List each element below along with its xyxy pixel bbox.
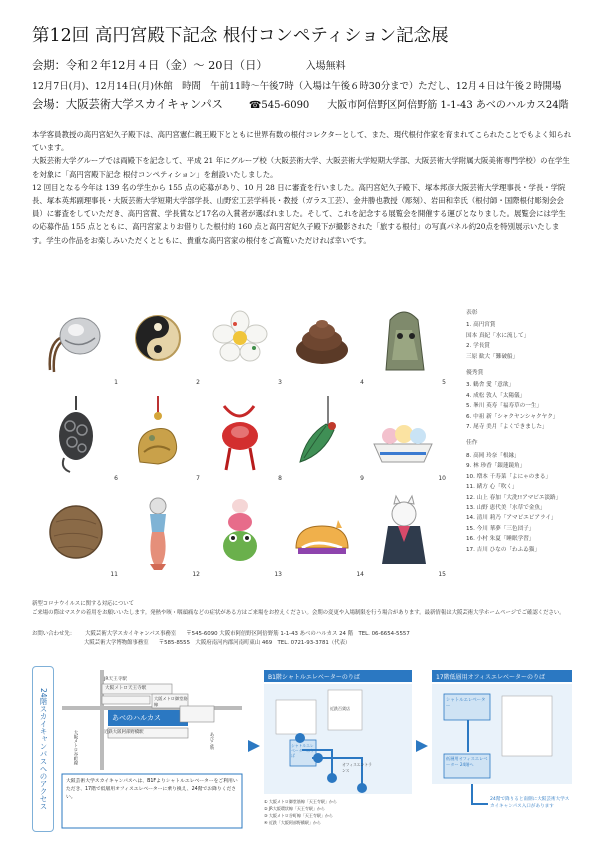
venue-address: 大阪市阿倍野区阿倍野筋 1-1-43 あべのハルカス24階 [327,100,569,111]
intro-paragraph: 12 回目となる今年は 139 名の学生から 155 点の応募があり、10 月 28 日に審査を行いました。高円宮妃久子殿下、塚本邦彦大阪芸術大学理事長・学長・学院長、塚本英邦副理事長・大阪芸術大学短期大学部学長、山野宏工芸学科長・教授（ガラス工芸）、金井勝也教授（彫刻）、岩田和幸氏（根付師・国際根付彫刻会会員）に審査をしていただき、高円宮賞、学長賞など17名の入賞者が選ばれました。そして、これを記念する展覧会を開催する運びとなりました。展覧会には学生の応募作品 155 点とともに、高円宮家よりお借りした根付約 160 点と高円宮妃久子殿下が撮影された「旅する根付」の写真パネル約20点を特別展示いたします。学生の作品をお楽しみいただくとともに、貴重な高円宮家の根付をご高覧いただければ幸いです。 [32,182,566,245]
office-entrance-label: オフィスエントランス [342,762,372,773]
frog-stack-netsuke-icon [204,492,274,570]
free-admission: 入場無料 [305,61,346,72]
award-item: 11. 緒方 心「吹く」 [466,484,518,491]
covid-notice [32,600,572,617]
award-item: 10. 増本 千寿菜「よにゃのまる」 [466,473,552,480]
coiled-snake-netsuke-icon [286,300,356,378]
photo-number: 13 [274,571,282,578]
award-item: 14. 清川 莉乃「アマビエビアライ」 [466,515,557,522]
photo-number: 15 [438,571,446,578]
award-item: 8. 高岡 玲奈「根縁」 [466,452,520,459]
award-item: 7. 尾寺 美月「よくできました」 [466,424,548,431]
intro-paragraph: 本学客員教授の高円宮妃久子殿下は、高円宮憲仁親王殿下とともに世界有数の根付コレクターとして、また、現代根付作家を育まれてこられたことでもよく知られています。 [32,130,572,153]
contact-org: 大阪芸術大学博物館事務室 [84,640,149,647]
photo-number: 14 [356,571,364,578]
shuttle-elevator-label: シャトルエレベーターのりば [291,743,314,758]
netsuke-photo-10 [368,396,446,482]
contact-label: お問い合わせ先： [32,631,76,637]
photo-number: 2 [196,379,200,386]
cat-boat-netsuke-icon [368,396,438,474]
page-title: 第12回 高円宮殿下記念 根付コンペティション記念展 [32,26,449,46]
b1-map-title: B1階シャトルエレベーターのりば [268,674,360,681]
intro-paragraph: 大阪芸術大学グループでは両殿下を記念して、平成 21 年にグループ校（大阪芸術大学、大阪芸術大学短期大学部、大阪芸術大学附属大阪美術専門学校）の在学生を対象に「高円宮殿下記念 根付コンペティション」を創設いたしました。 [32,156,570,179]
yin-yang-netsuke-icon [122,300,192,378]
venue-name: 会場：大阪芸術大学スカイキャンパス [32,98,223,111]
route-item: ③ 大阪メトロ谷町線「天王寺駅」から [264,813,333,818]
sleeping-cat-netsuke-icon [286,492,356,570]
photo-number: 7 [196,475,200,482]
street-label: あびこ筋 [209,732,214,750]
photo-number: 9 [360,475,364,482]
contact-row [32,639,572,648]
photo-number: 11 [110,571,118,578]
station-label: 大阪メトロ天王寺駅 [105,686,147,691]
red-knot-netsuke-icon [204,396,274,474]
awards-heading: 表彰 [466,310,478,316]
contact-details: 〒585-8555 大阪府南河内郡河南町東山 469 TEL. 0721-93-3781（代表） [158,640,351,647]
photo-number: 6 [114,475,118,482]
photo-number: 3 [278,379,282,386]
contact-row [32,630,572,639]
photo-number: 5 [442,379,446,386]
award-item: 6. 中祖 新「シャクヤンシャクヤク」 [466,413,559,420]
award-item: 国本 真紀「水に流して」 [466,332,530,339]
silver-sphere-netsuke-icon [40,300,110,378]
netsuke-photo-8 [204,396,282,482]
excellent-heading: 優秀賞 [466,370,484,377]
contact-org: 大阪芸術大学スカイキャンパス事務室 [85,631,177,637]
award-item: 9. 林 珍香「銀蓮鏡角」 [466,463,526,470]
honorable-heading: 佳作 [466,440,478,447]
17f-map-title: 17階低層用オフィスエレベーターのりば [436,674,545,681]
fish-head-netsuke-icon [368,300,438,378]
award-item: 5. 峯川 英寿「福寿草の一生」 [466,403,543,410]
award-item: 12. 山上 春加「大洗!!アマビエ淡路」 [466,494,562,501]
netsuke-photo-13 [204,492,282,578]
mermaid-netsuke-icon [122,492,192,570]
notice-heading: 新型コロナウイルスに関する対応について [32,601,134,607]
route-item: ④ 近鉄「大阪阿部野橋駅」から [264,820,321,825]
station-label: 大阪メトロ御堂筋線 [154,696,188,707]
award-item: 2. 学長賞 [466,343,490,350]
exhibition-period [32,57,346,73]
flower-netsuke-icon [204,300,274,378]
award-item: 1. 高円宮賞 [466,322,496,329]
photo-number: 1 [114,379,118,386]
netsuke-photo-12 [122,492,200,578]
contact-info [32,630,572,648]
netsuke-photo-7 [122,396,200,482]
intro-text [32,128,572,247]
gold-dragon-netsuke-icon [122,396,192,474]
route-item: ① 大阪メトロ御堂筋線「天王寺駅」から [264,799,337,804]
station-label: 近鉄大阪阿部野橋駅 [104,730,144,735]
contact-details: 〒545-6090 大阪市阿倍野区阿倍野筋 1-1-43 あべのハルカス 24 階 TEL. 06-6654-5557 [186,631,410,637]
shuttle-elevator-label: シャトルエレベーター [446,698,486,709]
access-section [32,666,576,832]
award-item: 13. 山野 恵代美「水草で金魚」 [466,504,546,511]
photo-number: 10 [438,475,446,482]
b1-floor-map [264,670,412,794]
period-text: 会期：令和２年12月４日（金）～ 20日（日） [32,59,268,72]
venue-line [32,96,569,112]
opening-hours: 12月7日(月)、12月14日(月)休館 時間 午前11時～午後7時（入場は午後６時30分まで）ただし、12月４日は午後２時開場 [32,81,562,92]
access-note: 大阪芸術大学スカイキャンパスへは、B1Fよりシャトルエレベーターをご利用いただき、17階で低層用オフィスエレベーターに乗り換え、24階でお降りください。 [66,779,238,800]
netsuke-photo-5 [368,300,446,386]
netsuke-photo-11 [40,492,118,578]
photo-number: 12 [192,571,200,578]
station-label: JR天王寺駅 [104,677,127,682]
kimono-cat-netsuke-icon [368,492,438,570]
photo-number: 4 [360,379,364,386]
street-label: 大阪メトロ谷町線 [73,730,78,766]
award-item: 16. 小村 朱夏「睡眠学習」 [466,536,535,543]
netsuke-photo-3 [204,300,282,386]
award-item: 4. 成松 敦人「太陽儀」 [466,392,526,399]
green-leaf-netsuke-icon [286,396,356,474]
netsuke-photo-14 [286,492,364,578]
harukas-building-label: あべのハルカス [112,714,161,722]
arrival-note: 24階で降りると南側に大阪芸術大学スカイキャンパス入口があります [490,797,570,809]
venue-postcode: ☎545-6090 [248,100,310,111]
awards-list [466,308,576,561]
top-awards [466,320,576,362]
award-item: 3. 鶴舎 愛「意欲」 [466,382,515,389]
award-item: 17. 吉川 ひなの「わふゐ猫」 [466,546,540,553]
award-item: 三原 歓大「難破船」 [466,353,519,360]
netsuke-photo-15 [368,492,446,578]
notice-body: ご来場の際はマスクの着用をお願いいたします。発熱や咳・咽頭痛などの症状がある方はご来場をお控えください。会期の変更や入場制限を行う場合があります。最新情報は大阪芸術大学ホームページでご確認ください。 [32,609,565,616]
photo-number: 8 [278,475,282,482]
dark-lattice-netsuke-icon [40,396,110,474]
award-item: 15. 今川 華夢「三色団子」 [466,525,535,532]
netsuke-photo-1 [40,300,118,386]
b1-route-legend [264,798,414,826]
access-vertical-label: 24階スカイキャンパスへのアクセス [32,666,54,832]
netsuke-photo-6 [40,396,118,482]
area-map [62,670,242,828]
wooden-ball-netsuke-icon [40,492,110,570]
excellent-awards [466,380,576,432]
netsuke-photo-2 [122,300,200,386]
netsuke-photo-4 [286,300,364,386]
honorable-awards [466,451,576,555]
netsuke-photo-9 [286,396,364,482]
office-elevator-label: 低層用オフィスエレベーター 24階へ [446,756,488,767]
route-item: ② JR大阪環状線「天王寺駅」から [264,806,325,811]
store-label: 近鉄百貨店 [330,706,350,711]
